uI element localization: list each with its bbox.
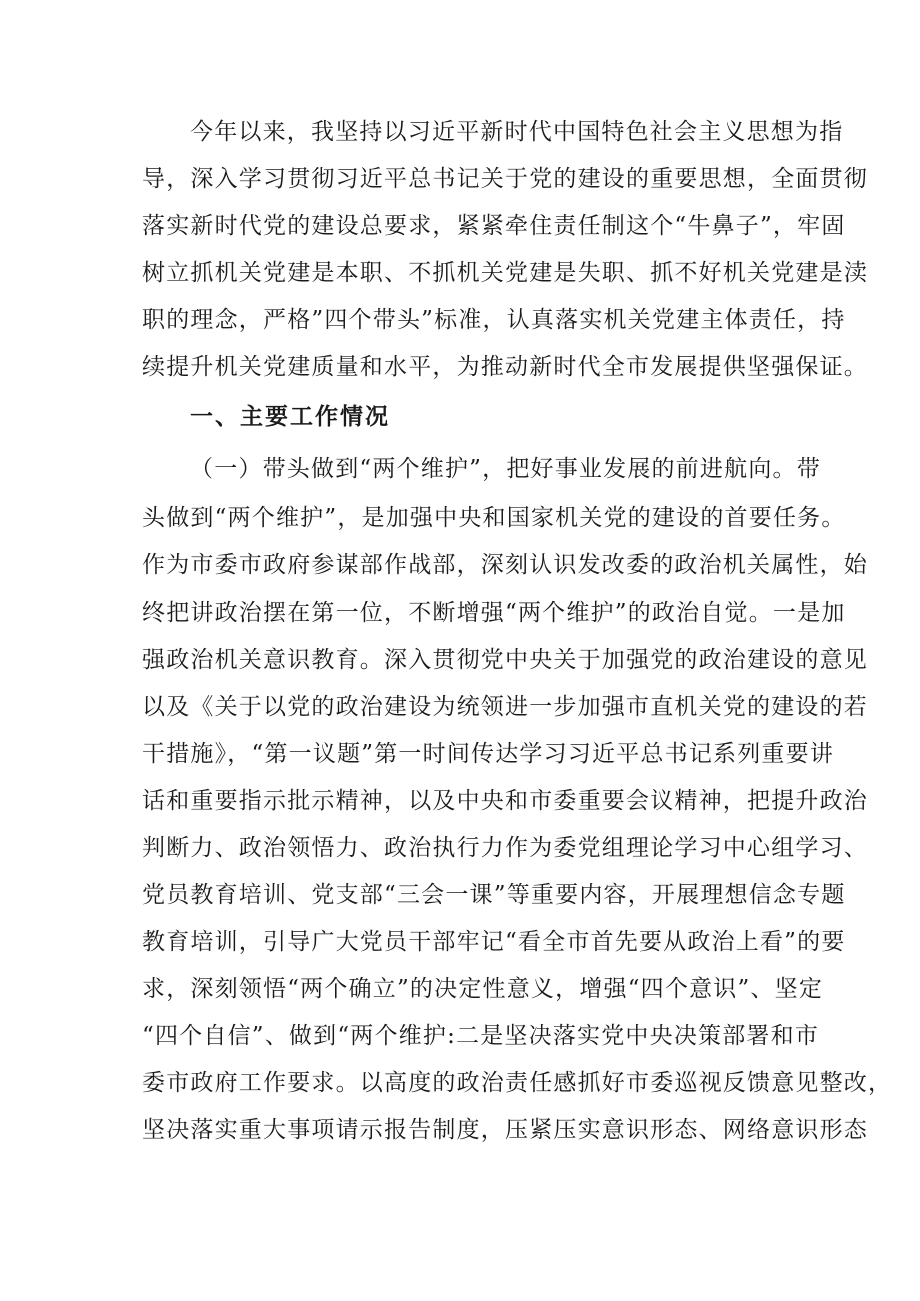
intro-line-5: 职的理念，严格”四个带头”标准，认真落实机关党建主体责任，持 [142,307,846,333]
body-line-9: 判断力、政治领悟力、政治执行力作为委党组理论学习中心组学习、 [142,835,868,861]
intro-line-3: 落实新时代党的建设总要求，紧紧牵住责任制这个“牛鼻子”，牢固 [142,213,846,239]
body-line-15: 坚决落实重大事项请示报告制度，压紧压实意识形态、网络意识形态 [142,1117,868,1143]
body-line-11: 教育培训，引导广大党员干部牢记“看全市首先要从政治上看”的要 [142,929,846,955]
body-line-7: 干措施》，“第一议题”第一时间传达学习习近平总书记系列重要讲 [142,741,835,767]
body-line-6: 以及《关于以党的政治建设为统领进一步加强市直机关党的建设的若 [142,694,868,720]
intro-line-2: 导，深入学习贯彻习近平总书记关于党的建设的重要思想，全面贯彻 [142,166,868,192]
body-line-5: 强政治机关意识教育。深入贯彻党中央关于加强党的政治建设的意见 [142,647,868,673]
body-line-14: 委市政府工作要求。以高度的政治责任感抓好市委巡视反馈意见整改， [142,1070,893,1096]
intro-line-4: 树立抓机关党建是本职、不抓机关党建是失职、抓不好机关党建是渎 [142,260,868,286]
body-line-13: “四个自信”、做到“两个维护:二是坚决落实党中央决策部署和市 [142,1023,820,1049]
intro-line-1: 今年以来，我坚持以习近平新时代中国特色社会主义思想为指 [190,119,844,145]
intro-line-6: 续提升机关党建质量和水平，为推动新时代全市发展提供坚强保证。 [142,354,868,380]
body-line-8: 话和重要指示批示精神，以及中央和市委重要会议精神，把提升政治 [142,788,868,814]
body-line-12: 求，深刻领悟“两个确立”的决定性意义，增强“四个意识”、坚定 [142,976,824,1002]
body-line-4: 终把讲政治摆在第一位，不断增强“两个维护”的政治自觉。一是加 [142,600,846,626]
body-line-1: （一）带头做到“两个维护”，把好事业发展的前进航向。带 [190,456,821,482]
body-line-2: 头做到“两个维护”，是加强中央和国家机关党的建设的首要任务。 [142,505,846,531]
section-heading: 一、主要工作情况 [190,404,390,430]
body-line-3: 作为市委市政府参谋部作战部，深刻认识发改委的政治机关属性，始 [142,552,868,578]
body-line-10: 党员教育培训、党支部“三会一课”等重要内容，开展理想信念专题 [142,882,846,908]
